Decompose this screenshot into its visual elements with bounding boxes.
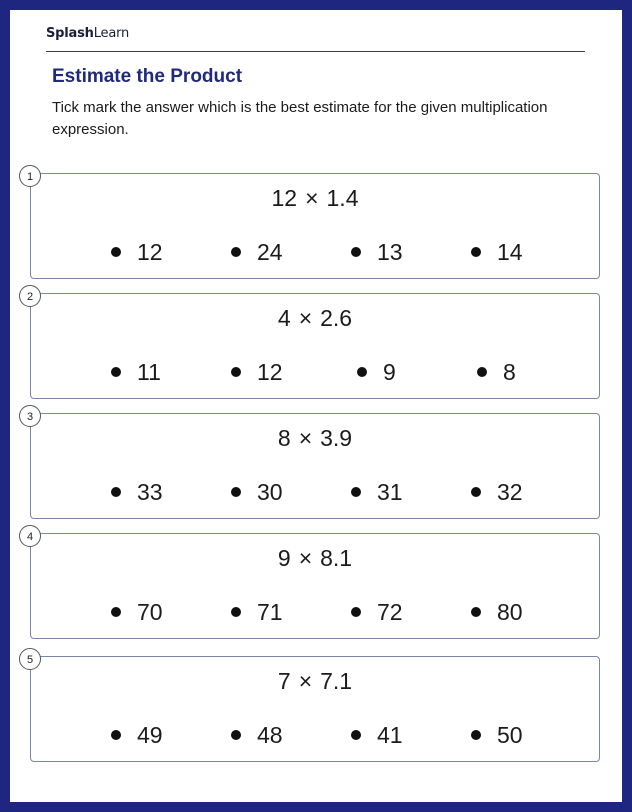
option-c[interactable]: 72 (351, 598, 403, 626)
bullet-icon (111, 247, 121, 257)
page-title: Estimate the Product (52, 66, 243, 87)
header-divider (46, 51, 585, 52)
problem-4 (26, 531, 600, 639)
bullet-icon (351, 487, 361, 497)
bullet-icon (351, 247, 361, 257)
expression: 12 × 1.4 (271, 185, 359, 211)
bullet-icon (231, 367, 241, 377)
option-d[interactable]: 50 (471, 721, 523, 749)
option-b[interactable]: 71 (231, 598, 283, 626)
option-d[interactable]: 8 (477, 358, 516, 386)
expression: 8 × 3.9 (277, 425, 353, 451)
bullet-icon (231, 487, 241, 497)
problem-3 (26, 411, 600, 519)
problem-number: 1 (19, 165, 41, 187)
option-b[interactable]: 48 (231, 721, 283, 749)
bullet-icon (471, 247, 481, 257)
problem-2 (26, 291, 600, 399)
option-a[interactable]: 70 (111, 598, 163, 626)
option-b[interactable]: 30 (231, 478, 283, 506)
bullet-icon (231, 607, 241, 617)
bullet-icon (111, 367, 121, 377)
option-a[interactable]: 11 (111, 358, 161, 386)
bullet-icon (111, 730, 121, 740)
instructions: Tick mark the answer which is the best estimate for the given multiplication expression. (52, 99, 548, 138)
option-b[interactable]: 24 (231, 238, 283, 266)
bullet-icon (231, 247, 241, 257)
problem-5 (26, 654, 600, 762)
option-d[interactable]: 14 (471, 238, 523, 266)
expression: 7 × 7.1 (277, 668, 353, 694)
bullet-icon (351, 730, 361, 740)
problem-number: 5 (19, 648, 41, 670)
bullet-icon (111, 487, 121, 497)
option-a[interactable]: 49 (111, 721, 163, 749)
expression: 9 × 8.1 (277, 545, 353, 571)
bullet-icon (231, 730, 241, 740)
bullet-icon (111, 607, 121, 617)
option-c[interactable]: 31 (351, 478, 403, 506)
option-a[interactable]: 12 (111, 238, 163, 266)
expression: 4 × 2.6 (277, 305, 353, 331)
option-d[interactable]: 80 (471, 598, 523, 626)
option-c[interactable]: 9 (357, 358, 396, 386)
splashlearn-logo: SplashLearn (46, 26, 130, 41)
bullet-icon (351, 607, 361, 617)
problem-number: 2 (19, 285, 41, 307)
option-a[interactable]: 33 (111, 478, 163, 506)
option-b[interactable]: 12 (231, 358, 283, 386)
bullet-icon (471, 730, 481, 740)
bullet-icon (471, 607, 481, 617)
bullet-icon (357, 367, 367, 377)
worksheet (10, 10, 622, 802)
bullet-icon (477, 367, 487, 377)
option-d[interactable]: 32 (471, 478, 523, 506)
bullet-icon (471, 487, 481, 497)
option-c[interactable]: 13 (351, 238, 403, 266)
option-c[interactable]: 41 (351, 721, 403, 749)
problem-number: 4 (19, 525, 41, 547)
problem-number: 3 (19, 405, 41, 427)
problem-1 (26, 171, 600, 279)
